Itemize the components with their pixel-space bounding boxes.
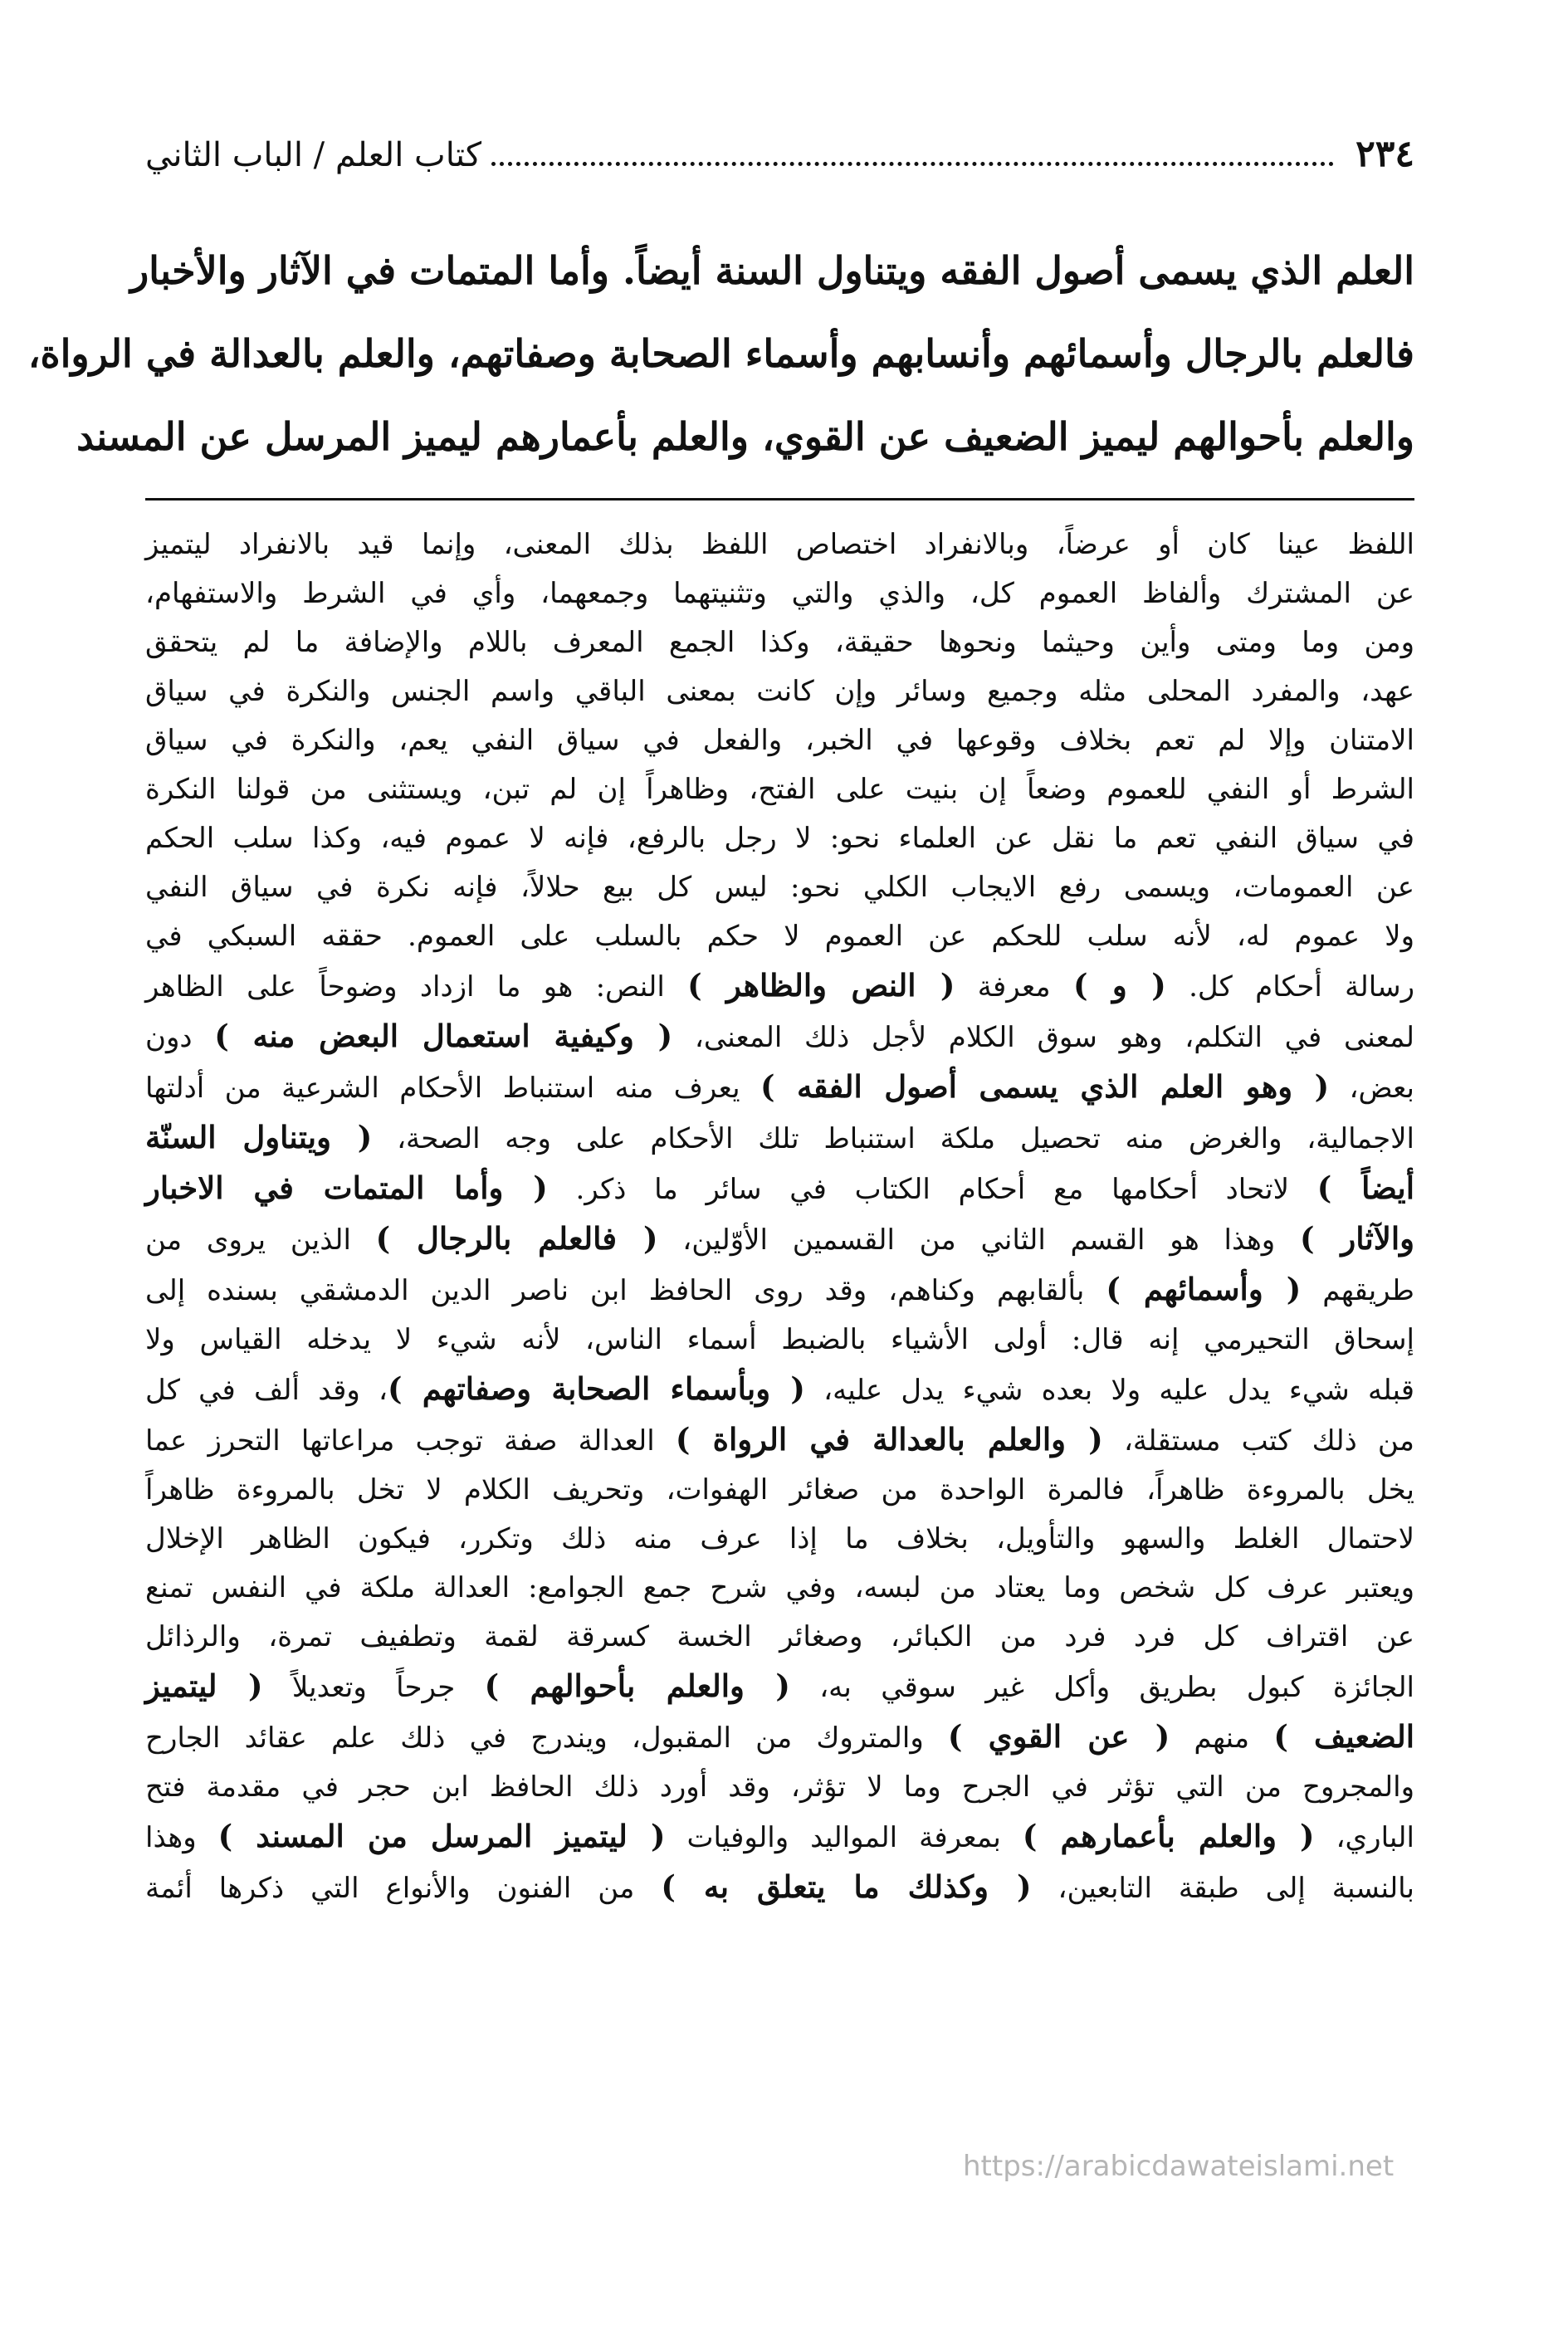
commentary-line	[145, 961, 1414, 1012]
commentary-text: الباري،	[1314, 1821, 1414, 1854]
commentary-text: لاتحاد أحكامها مع أحكام الكتاب في سائر ما ذكر.	[547, 1173, 1317, 1206]
commentary-block	[145, 520, 1414, 1913]
commentary-text: يعرف منه استنباط الأحكام الشرعية من أدلتها	[145, 1072, 760, 1105]
commentary-line	[145, 765, 1414, 814]
quoted-matn-phrase: ( وكيفية استعمال البعض منه )	[214, 1018, 673, 1054]
section-divider	[145, 498, 1414, 501]
commentary-line	[145, 1415, 1414, 1466]
commentary-text: والمتروك من المقبول، ويندرج في ذلك علم عقائد الجارح	[145, 1721, 948, 1755]
quoted-matn-phrase: ( فالعلم بالرجال )	[375, 1220, 658, 1257]
chapter-title: كتاب العلم / الباب الثاني	[145, 136, 481, 174]
commentary-line	[145, 1763, 1414, 1812]
quoted-matn-phrase: ( والعلم بأعمارهم )	[1022, 1818, 1315, 1854]
commentary-text: من ذلك كتب مستقلة،	[1102, 1424, 1414, 1458]
commentary-line	[145, 1265, 1414, 1316]
commentary-text: بمعرفة المواليد والوفيات	[665, 1821, 1023, 1854]
commentary-text: ومن وما ومتى وأين وحيثما ونحوها حقيقة، وكذا الجمع المعرف باللام والإضافة ما لم يتحقق	[145, 626, 1414, 659]
commentary-text: جرحاً وتعديلاً	[262, 1671, 485, 1704]
commentary-text: بعض،	[1329, 1072, 1414, 1105]
commentary-line	[145, 1164, 1414, 1214]
quoted-matn-phrase: ( ليتميز	[145, 1668, 263, 1704]
commentary-text: دون	[145, 1021, 215, 1054]
quoted-matn-phrase: ( وأما المتمات في الاخبار	[145, 1170, 548, 1206]
commentary-text: في سياق النفي تعم ما نقل عن العلماء نحو: لا رجل بالرفع، فإنه لا عموم فيه، وكذا سلب الحكم	[145, 822, 1414, 855]
quoted-matn-phrase: ( وهو العلم الذي يسمى أصول الفقه )	[760, 1068, 1330, 1105]
commentary-text: إسحاق التحيرمي إنه قال: أولى الأشياء بالضبط أسماء الناس، لأنه شيء لا يدخله القياس ولا	[145, 1323, 1414, 1356]
commentary-text: وهذا	[145, 1821, 218, 1854]
quoted-matn-phrase: ( النص والظاهر )	[687, 967, 955, 1004]
commentary-text: اللفظ عينا كان أو عرضاً، وبالانفراد اختصاص اللفظ بذلك المعنى، وإنما قيد بالانفراد ليتميز	[145, 528, 1414, 561]
commentary-line	[145, 618, 1414, 667]
commentary-line	[145, 1662, 1414, 1712]
commentary-text: قبله شيء يدل عليه ولا بعده شيء يدل عليه،	[804, 1374, 1414, 1407]
page-number: ٢٣٤	[1356, 133, 1414, 175]
commentary-text: من الفنون والأنواع التي ذكرها أئمة	[145, 1872, 662, 1905]
commentary-line	[145, 1062, 1414, 1113]
commentary-line	[145, 1515, 1414, 1564]
quoted-matn-phrase: الضعيف )	[1273, 1718, 1415, 1755]
running-header	[145, 133, 1414, 191]
commentary-text: بألقابهم وكناهم، وقد روى الحافظ ابن ناصر الدين الدمشقي بسنده إلى	[145, 1274, 1106, 1307]
commentary-line	[145, 1564, 1414, 1613]
commentary-text: والمجروح من التي تؤثر في الجرح وما لا تؤثر، وقد أورد ذلك الحافظ ابن حجر في مقدمة فتح	[145, 1770, 1414, 1804]
commentary-line	[145, 1012, 1414, 1062]
commentary-text: عن العمومات، ويسمى رفع الايجاب الكلي نحو: ليس كل بيع حلالاً، فإنه نكرة في سياق النفي	[145, 871, 1414, 904]
commentary-text: الذين يروى من	[145, 1223, 376, 1257]
commentary-text: الاجمالية، والغرض منه تحصيل ملكة استنباط تلك الأحكام على وجه الصحة،	[372, 1122, 1415, 1155]
commentary-line	[145, 520, 1414, 569]
commentary-text: لمعنى في التكلم، وهو سوق الكلام لأجل ذلك المعنى،	[672, 1021, 1414, 1054]
commentary-line	[145, 1113, 1414, 1164]
quoted-matn-phrase: والآثار )	[1299, 1220, 1415, 1257]
main-text-line: والعلم بأحوالهم ليميز الضعيف عن القوي، والعلم بأعمارهم ليميز المرسل عن المسند	[76, 414, 1414, 459]
quoted-matn-phrase: ( ليتميز المرسل من المسند )	[217, 1818, 666, 1854]
commentary-text: ويعتبر عرف كل شخص وما يعتاد من لبسه، وفي شرح جمع الجوامع: العدالة ملكة في النفس تمنع	[145, 1571, 1414, 1604]
commentary-line	[145, 1863, 1414, 1913]
quoted-matn-phrase: أيضاً )	[1316, 1170, 1415, 1206]
quoted-matn-phrase: ( والعلم بالعدالة في الرواة )	[675, 1421, 1103, 1458]
quoted-matn-phrase: ( وأسمائهم )	[1106, 1271, 1302, 1307]
main-text-line: العلم الذي يسمى أصول الفقه ويتناول السنة أيضاً. وأما المتمات في الآثار والأخبار	[129, 248, 1414, 293]
commentary-text: يخل بالمروءة ظاهراً، فالمرة الواحدة من صغائر الهفوات، وتحريف الكلام لا تخل بالمروءة ظاهراً	[145, 1473, 1414, 1507]
commentary-text: عن المشترك وألفاظ العموم كل، والذي والتي وتثنيتهما وجمعهما، وأي في الشرط والاستفهام،	[145, 577, 1414, 610]
commentary-text: طريقهم	[1301, 1274, 1414, 1307]
commentary-text: النص: هو ما ازداد وضوحاً على الظاهر	[145, 970, 688, 1004]
commentary-text: لاحتمال الغلط والسهو والتأويل، بخلاف ما إذا عرف منه ذلك وتكرر، فيكون الظاهر الإخلال	[145, 1522, 1414, 1555]
commentary-text: معرفة	[955, 970, 1073, 1004]
commentary-line	[145, 1466, 1414, 1515]
commentary-line	[145, 1613, 1414, 1662]
commentary-line	[145, 716, 1414, 765]
watermark-url: https://arabicdawateislami.net	[963, 2150, 1395, 2183]
commentary-line	[145, 1316, 1414, 1365]
commentary-text: الجائزة كبول بطريق وأكل غير سوقي به،	[789, 1671, 1415, 1704]
commentary-text: وهذا هو القسم الثاني من القسمين الأوّلين،	[657, 1223, 1300, 1257]
commentary-text: عن اقتراف كل فرد فرد من الكبائر، وصغائر الخسة كسرقة لقمة وتطفيف تمرة، والرذائل	[145, 1620, 1414, 1653]
quoted-matn-phrase: ( وكذلك ما يتعلق به )	[661, 1868, 1032, 1905]
commentary-line	[145, 667, 1414, 716]
commentary-line	[145, 814, 1414, 863]
commentary-text: الامتنان وإلا لم تعم بخلاف وقوعها في الخبر، والفعل في سياق النفي يعم، والنكرة في سياق	[145, 724, 1414, 757]
quoted-matn-phrase: ( والعلم بأحوالهم )	[484, 1668, 790, 1704]
quoted-matn-phrase: ( ويتناول السنّة	[145, 1119, 373, 1155]
main-text-block	[27, 229, 1414, 478]
commentary-line	[145, 569, 1414, 618]
commentary-line	[145, 1812, 1414, 1863]
commentary-line	[145, 1712, 1414, 1763]
commentary-text: عهد، والمفرد المحلى مثله وجميع وسائر وإن كانت بمعنى الباقي واسم الجنس والنكرة في سياق	[145, 675, 1414, 708]
commentary-text: الشرط أو النفي للعموم وضعاً إن بنيت على الفتح، وظاهراً إن لم تبن، ويستثنى من قولنا النكرة	[145, 773, 1414, 806]
quoted-matn-phrase: ( و )	[1072, 967, 1166, 1004]
commentary-line	[145, 1365, 1414, 1415]
commentary-line	[145, 1214, 1414, 1265]
commentary-text: منهم	[1170, 1721, 1274, 1755]
header-leader-dots	[491, 162, 1334, 166]
commentary-text: ولا عموم له، لأنه سلب للحكم عن العموم لا حكم بالسلب على العموم. حققه السبكي في	[145, 920, 1414, 953]
commentary-line	[145, 912, 1414, 961]
quoted-matn-phrase: ( عن القوي )	[947, 1718, 1170, 1755]
commentary-text: ، وقد ألف في كل	[145, 1374, 388, 1407]
commentary-line	[145, 863, 1414, 912]
main-text-line: فالعلم بالرجال وأسمائهم وأنسابهم وأسماء الصحابة وصفاتهم، والعلم بالعدالة في الرواة،	[27, 331, 1414, 376]
commentary-text: العدالة صفة توجب مراعاتها التحرز عما	[145, 1424, 676, 1458]
quoted-matn-phrase: ( وبأسماء الصحابة وصفاتهم )	[387, 1370, 805, 1407]
commentary-text: رسالة أحكام كل.	[1165, 970, 1415, 1004]
commentary-text: بالنسبة إلى طبقة التابعين،	[1031, 1872, 1415, 1905]
